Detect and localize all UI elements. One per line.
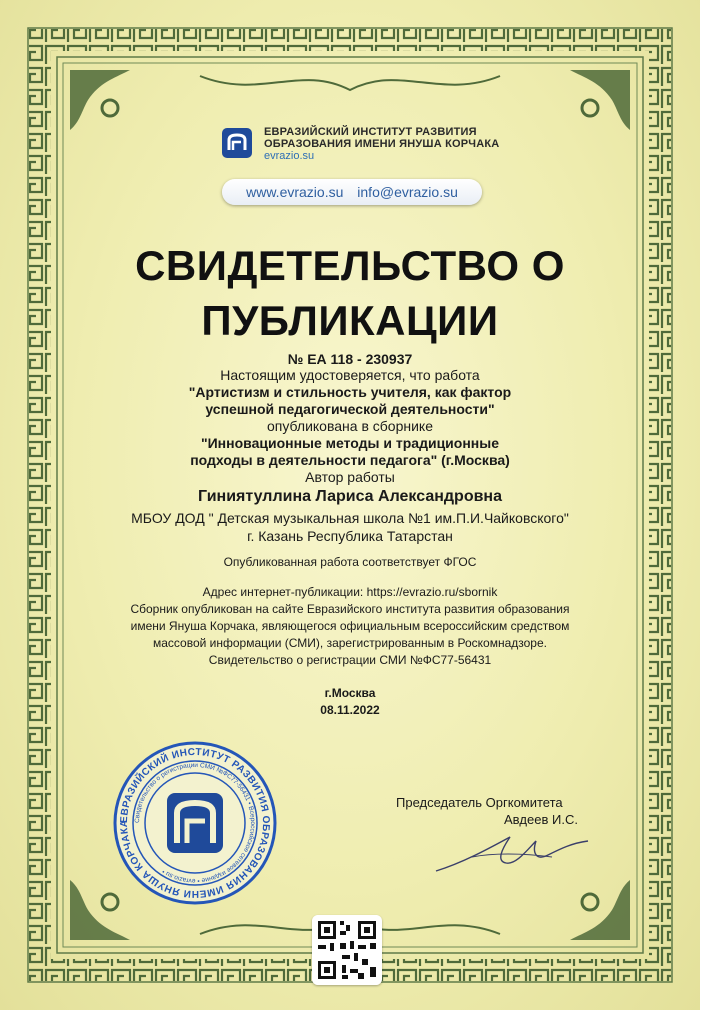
author-label: Автор работы bbox=[305, 469, 395, 485]
publication-info-line4: массовой информации (СМИ), зарегистрированным в Роскомнадзоре. bbox=[153, 636, 547, 650]
organization-header bbox=[220, 126, 500, 162]
date-text: 08.11.2022 bbox=[320, 703, 380, 717]
handwritten-signature bbox=[432, 827, 592, 877]
work-title-line2: успешной педагогической деятельности" bbox=[205, 401, 495, 417]
qr-code[interactable] bbox=[312, 915, 382, 985]
official-stamp bbox=[113, 741, 277, 905]
website-link[interactable]: www.evrazio.su bbox=[246, 184, 344, 200]
place-text: г.Москва bbox=[324, 686, 376, 700]
stamp-inner-text: Свидетельство о регистрации СМИ №ФС77-56431 • Всероссийское сетевое издание • evrazio.su • bbox=[133, 761, 257, 885]
work-title-line1: "Артистизм и стильность учителя, как фактор bbox=[188, 384, 512, 400]
signatory-role: Председатель Оргкомитета bbox=[396, 795, 563, 810]
institute-logo-icon bbox=[220, 126, 254, 160]
signature-block bbox=[396, 795, 616, 880]
fgos-text: Опубликованная работа соответствует ФГОС bbox=[223, 555, 477, 569]
publication-info-line3: имени Януша Корчака, являющегося официальным всероссийским средством bbox=[130, 619, 570, 633]
publication-address: Адрес интернет-публикации: https://evrazio.ru/sbornik bbox=[202, 585, 498, 599]
certificate-title bbox=[0, 238, 700, 348]
email-link[interactable]: info@evrazio.su bbox=[357, 184, 458, 200]
published-in-text: опубликована в сборнике bbox=[267, 418, 433, 434]
intro-text: Настоящим удостоверяется, что работа bbox=[220, 367, 480, 383]
registration-text: Свидетельство о регистрации СМИ №ФС77-56431 bbox=[208, 653, 492, 667]
scan-margin-bottom bbox=[0, 1010, 714, 1024]
institution-text: МБОУ ДОД " Детская музыкальная школа №1 им.П.И.Чайковского" bbox=[131, 510, 569, 526]
location-text: г. Казань Республика Татарстан bbox=[247, 528, 453, 544]
stamp-outer-text: ЕВРАЗИЙСКИЙ ИНСТИТУТ РАЗВИТИЯ ОБРАЗОВАНИЯ ИМЕНИ ЯНУША КОРЧАКА bbox=[118, 746, 272, 900]
contacts-banner bbox=[222, 179, 482, 205]
collection-title-line2: подходы в деятельности педагога" (г.Москва) bbox=[190, 452, 510, 468]
signatory-name: Авдеев И.С. bbox=[504, 812, 578, 827]
certificate-title-line1: СВИДЕТЕЛЬСТВО О bbox=[135, 242, 565, 289]
stamp-logo-icon bbox=[167, 793, 223, 853]
certificate-title-line2: ПУБЛИКАЦИИ bbox=[201, 297, 499, 344]
certificate-number: № ЕА 118 - 230937 bbox=[287, 351, 413, 367]
collection-title-line1: "Инновационные методы и традиционные bbox=[200, 435, 499, 451]
scan-margin-right bbox=[700, 0, 714, 1024]
author-name: Гиниятуллина Лариса Александровна bbox=[198, 488, 502, 505]
organization-name-line1: ЕВРАЗИЙСКИЙ ИНСТИТУТ РАЗВИТИЯ bbox=[264, 126, 477, 138]
organization-site: evrazio.su bbox=[264, 150, 315, 162]
publication-info-line2: Сборник опубликован на сайте Евразийского института развития образования bbox=[130, 602, 570, 616]
organization-name-line2: ОБРАЗОВАНИЯ ИМЕНИ ЯНУША КОРЧАКА bbox=[264, 138, 500, 150]
